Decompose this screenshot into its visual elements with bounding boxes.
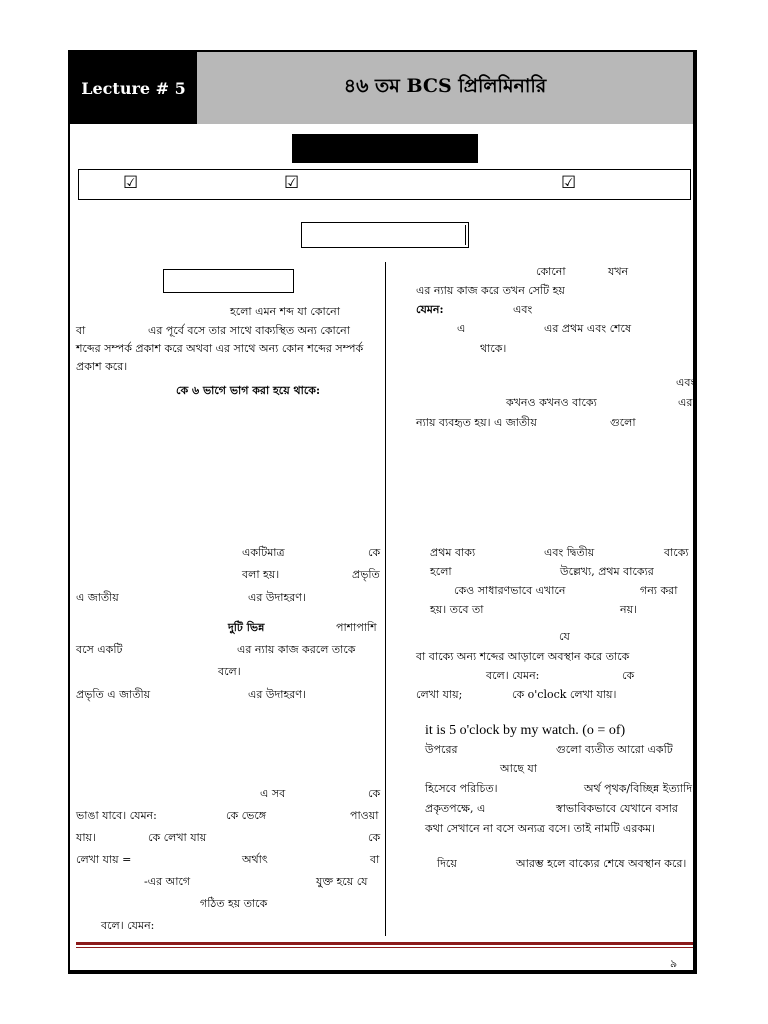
body-text: হলো [430, 565, 452, 578]
definition-text: শব্দের সম্পর্ক প্রকাশ করে অথবা এর সাথে অন্য কোন শব্দের সম্পর্ক [76, 342, 364, 355]
body-text: যে [559, 630, 570, 643]
body-text: ন্যায় ব্যবহৃত হয়। এ জাতীয় [416, 416, 537, 429]
section-title-box [301, 222, 469, 248]
subsection-title-box [163, 269, 294, 293]
body-text: গুলো ব্যতীত আরো একটি [556, 743, 673, 756]
page-header [70, 52, 693, 124]
example-sentence: it is 5 o'clock by my watch. (o = of) [425, 723, 626, 738]
body-text: এবং দ্বিতীয় [544, 546, 595, 559]
body-text: এর উদাহরণ। [248, 688, 306, 701]
body-text: যায়। [76, 831, 96, 844]
body-text: উপরের [425, 743, 458, 756]
body-text: কে [368, 831, 381, 844]
redacted-title-bar [292, 134, 478, 163]
body-text: থাকে। [480, 342, 507, 355]
body-text: এবং [513, 303, 533, 316]
example-label: যেমন: [416, 303, 444, 316]
body-text: হিসেবে পরিচিত। [425, 782, 498, 795]
definition-text: হলো এমন শব্দ যা কোনো [230, 305, 340, 318]
body-text: কেও সাধারণভাবে এখানে [454, 584, 566, 597]
body-text: বা বাক্যে অন্য শব্দের আড়ালে অবস্থান করে তাকে [416, 650, 630, 663]
checkbox-checked-icon: ☑ [561, 173, 577, 193]
body-text: স্বাভাবিকভাবে যেখানে বসার [556, 802, 678, 815]
body-text: গন্য করা [640, 584, 678, 597]
body-text: দুটি ভিন্ন [228, 621, 265, 634]
body-text: কে ভেঙ্গে [226, 809, 267, 822]
body-text: যুক্ত হয়ে যে [316, 875, 368, 888]
column-divider [385, 262, 386, 936]
checkbox-checked-icon: ☑ [123, 173, 139, 193]
body-text: বলে। যেমন: [101, 919, 155, 932]
body-text: যখন [608, 265, 629, 278]
body-text: প্রথম বাক্য [430, 546, 476, 559]
body-text: অর্থাৎ [242, 853, 268, 866]
body-text: এবং [676, 376, 696, 389]
body-text: কোনো [536, 265, 566, 278]
definition-text: প্রকাশ করে। [76, 360, 128, 373]
definition-text: বা [76, 324, 86, 337]
body-text: কে [622, 669, 635, 682]
body-text: গঠিত হয় তাকে [200, 897, 268, 910]
body-text: কে o'clock লেখা যায়। [512, 688, 617, 701]
body-text: প্রভৃতি [352, 568, 380, 581]
body-text: কে লেখা যায় [148, 831, 207, 844]
body-text: কে [368, 787, 381, 800]
body-text: আছে যা [500, 762, 537, 775]
body-text: প্রকৃতপক্ষে, এ [425, 802, 486, 815]
body-text: একটিমাত্র [242, 546, 285, 559]
body-text: বলে। [218, 665, 241, 678]
body-text: দিয়ে [437, 857, 457, 870]
body-text: কখনও কখনও বাক্যে [506, 396, 597, 409]
body-text: গুলো [610, 416, 636, 429]
body-text: লেখা যায় = [76, 853, 132, 866]
body-text: বা [370, 853, 380, 866]
body-text: ভাঙা যাবে। যেমন: [76, 809, 157, 822]
body-text: বাক্যে [664, 546, 689, 559]
body-text: এর ন্যায় কাজ করলে তাকে [237, 643, 356, 656]
body-text: আরম্ভ হলে বাক্যের শেষে অবস্থান করে। [516, 857, 687, 870]
body-text: এ সব [260, 787, 286, 800]
body-text: হয়। তবে তা [430, 603, 484, 616]
checkbox-checked-icon: ☑ [284, 173, 300, 193]
body-text: বলে। যেমন: [486, 669, 540, 682]
page-number: ৯ [670, 957, 678, 970]
body-text: এর প্রথম এবং শেষে [544, 322, 632, 335]
body-text: এ [457, 322, 466, 335]
lecture-label: Lecture # 5 [70, 52, 197, 124]
footer-rule [76, 942, 693, 945]
body-text: এর ন্যায় কাজ করে তখন সেটি হয় [416, 284, 565, 297]
document-page [68, 50, 697, 974]
body-text: এর উদাহরণ। [248, 591, 306, 604]
body-text: নয়। [620, 603, 637, 616]
body-text: কথা সেখানে না বসে অন্যত্র বসে। তাই নামটি এরকম। [425, 822, 656, 835]
checkbox-row [78, 169, 691, 200]
types-heading: কে ৬ ভাগে ভাগ করা হয়ে থাকে: [176, 384, 321, 397]
body-text: প্রভৃতি এ জাতীয় [76, 688, 151, 701]
body-text: এ জাতীয় [76, 591, 119, 604]
course-title: ৪৬ তম BCS প্রিলিমিনারি [197, 52, 693, 124]
body-text: লেখা যায়; [416, 688, 463, 701]
body-text: -এর আগে [144, 875, 191, 888]
body-text: উল্লেখ্য, প্রথম বাক্যের [560, 565, 654, 578]
footer-rule-thin [76, 947, 693, 948]
body-text: কে [368, 546, 381, 559]
body-text: বসে একটি [76, 643, 123, 656]
body-text: বলা হয়। [242, 568, 280, 581]
body-text: পাওয়া [350, 809, 379, 822]
body-text: এর [678, 396, 693, 409]
body-text: পাশাপাশি [336, 621, 377, 634]
body-text: অর্থ পৃথক/বিচ্ছিন্ন ইত্যাদি। [584, 782, 696, 795]
definition-text: এর পূর্বে বসে তার সাথে বাক্যস্থিত অন্য কোনো [148, 324, 350, 337]
